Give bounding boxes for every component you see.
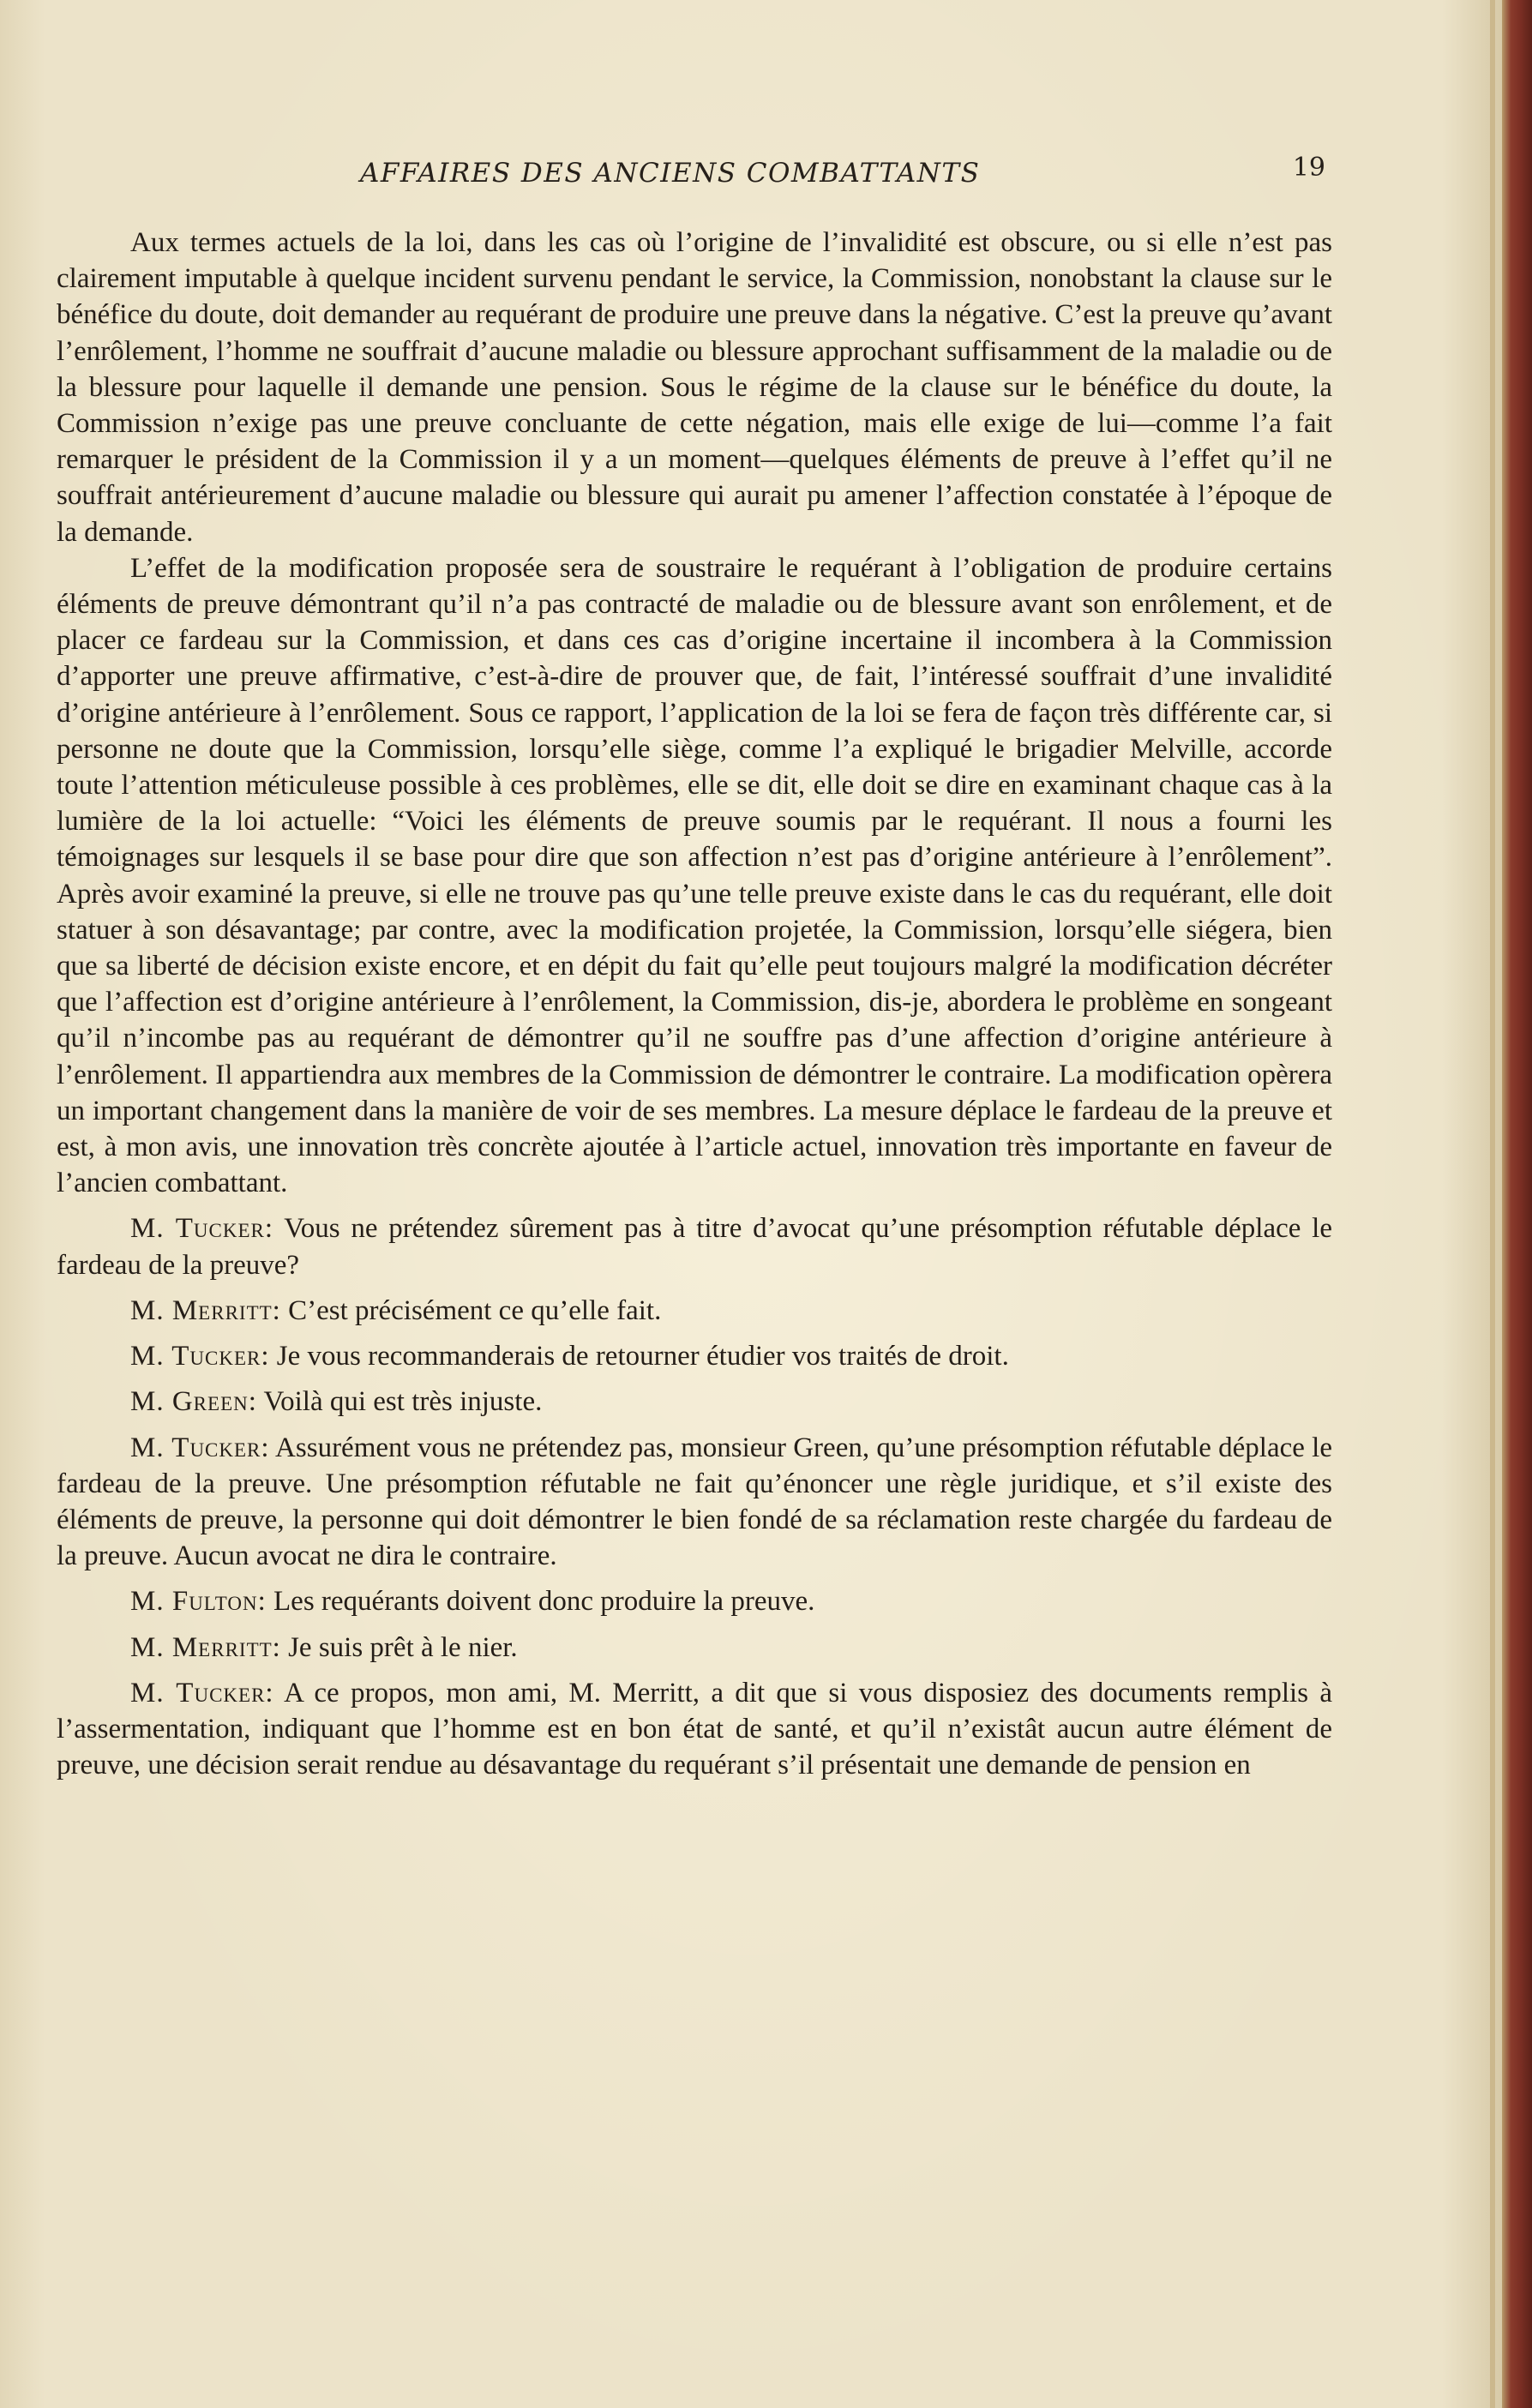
- page-number: 19: [1292, 153, 1325, 183]
- running-head: AFFAIRES DES ANCIENS COMBATTANTS: [360, 158, 981, 189]
- dialogue-line: [57, 1210, 1332, 1282]
- speaker-name: M. Merritt:: [130, 1631, 281, 1663]
- book-cover-edge: [1502, 0, 1532, 2408]
- speech-text: Assurément vous ne prétendez pas, monsieur Green, qu’une présomption réfutable déplace le fardeau de la preuve. Une présomption réfutable ne fait qu’énoncer une règle juridique, et s’il existe des éléments de preuve, la personne qui doit démontrer le bien fondé de sa réclamation reste chargée du fardeau de la preuve. Aucun avocat ne dira le contraire.: [57, 1432, 1333, 1572]
- speaker-name: M. Merritt:: [130, 1294, 281, 1326]
- speech-text: Vous ne prétendez sûrement pas à titre d’avocat qu’une présomption réfutable déplace le fardeau de la preuve?: [57, 1213, 1332, 1281]
- dialogue-line: [57, 1583, 1332, 1619]
- page-header: [53, 153, 1329, 195]
- speaker-name: M. Fulton:: [130, 1586, 267, 1618]
- speaker-name: M. Tucker:: [130, 1341, 270, 1372]
- dialogue-line: [57, 1630, 1332, 1666]
- dialogue-line: [57, 1675, 1332, 1784]
- speech-text: C’est précisément ce qu’elle fait.: [280, 1294, 662, 1326]
- body-text: [57, 225, 1332, 1783]
- speaker-name: M. Tucker:: [130, 1432, 270, 1463]
- speech-text: A ce propos, mon ami, M. Merritt, a dit que si vous disposiez des documents remplis à l’assermentation, indiquant que l’homme est en bon état de santé, et qu’il n’existât aucun autre élément de preuve, une décision serait rendue au désavantage du requérant s’il présentait une demande de pension en: [57, 1677, 1332, 1781]
- dialogue-line: [57, 1384, 1332, 1420]
- speaker-name: M. Green:: [130, 1386, 257, 1418]
- speech-text: Je suis prêt à le nier.: [280, 1631, 518, 1663]
- page-fold-line: [1490, 0, 1495, 2408]
- dialogue-line: [57, 1293, 1332, 1329]
- speech-text: Je vous recommanderais de retourner étudier vos traités de droit.: [269, 1341, 1009, 1372]
- paragraph: Aux termes actuels de la loi, dans les cas où l’origine de l’invalidité est obscure, ou si elle n’est pas clairement imputable à quelque incident survenu pendant le service, la Commission, nonobstant la clause sur le bénéfice du doute, doit demander au requérant de produire une preuve dans la négative. C’est la preuve qu’avant l’enrôlement, l’homme ne souffrait d’aucune maladie ou blessure approchant suffisamment de la maladie ou de la blessure pour laquelle il demande une pension. Sous le régime de la clause sur le bénéfice du doute, la Commission n’exige pas une preuve concluante de cette négation, mais elle exige de lui—comme l’a fait remarquer le président de la Commission il y a un moment—quelques éléments de preuve à l’effet qu’il ne souffrait antérieurement d’aucune maladie ou blessure qui aurait pu amener l’affection constatée à l’époque de la demande.: [57, 227, 1332, 548]
- dialogue-line: [57, 1430, 1332, 1575]
- speech-text: Les requérants doivent donc produire la preuve.: [266, 1586, 815, 1618]
- speech-text: Voilà qui est très injuste.: [256, 1386, 543, 1418]
- paragraph: L’effet de la modification proposée sera de soustraire le requérant à l’obligation de produire certains éléments de preuve démontrant qu’il n’a pas contracté de maladie ou de blessure avant son enrôlement, et de placer ce fardeau sur la Commission, et dans ces cas d’origine incertaine il incombera à la Commission d’apporter une preuve affirmative, c’est-à-dire de prouver que, de fait, l’intéressé souffrait d’une invalidité d’origine antérieure à l’enrôlement. Sous ce rapport, l’application de la loi se fera de façon très différente car, si personne ne doute que la Commission, lorsqu’elle siège, comme l’a expliqué le brigadier Melville, accorde toute l’attention méticuleuse possible à ces problèmes, elle se dit, elle doit se dire en examinant chaque cas à la lumière de la loi actuelle: “Voici les éléments de preuve soumis par le requérant. Il nous a fourni les témoignages sur lesquels il se base pour dire que son affection n’est pas d’origine antérieure à l’enrôlement”. Après avoir examiné la preuve, si elle ne trouve pas qu’une telle preuve existe dans le cas du requérant, elle doit statuer à son désavantage; par contre, avec la modification projetée, la Commission, lorsqu’elle siégera, bien que sa liberté de décision existe encore, et en dépit du fait qu’elle peut toujours malgré la modification décréter que l’affection est d’origine antérieure à l’enrôlement, la Commission, dis-je, abordera le problème en songeant qu’il n’incombe pas au requérant de démontrer qu’il ne souffre pas d’une affection d’origine antérieure à l’enrôlement. Il appartiendra aux membres de la Commission de démontrer le contraire. La modification opèrera un important changement dans la manière de voir de ses membres. La mesure déplace le fardeau de la preuve et est, à mon avis, une innovation très concrète ajoutée à l’article actuel, innovation très importante en faveur de l’ancien combattant.: [57, 552, 1332, 1199]
- dialogue-line: [57, 1338, 1332, 1374]
- speaker-name: M. Tucker:: [130, 1677, 274, 1708]
- speaker-name: M. Tucker:: [130, 1213, 274, 1245]
